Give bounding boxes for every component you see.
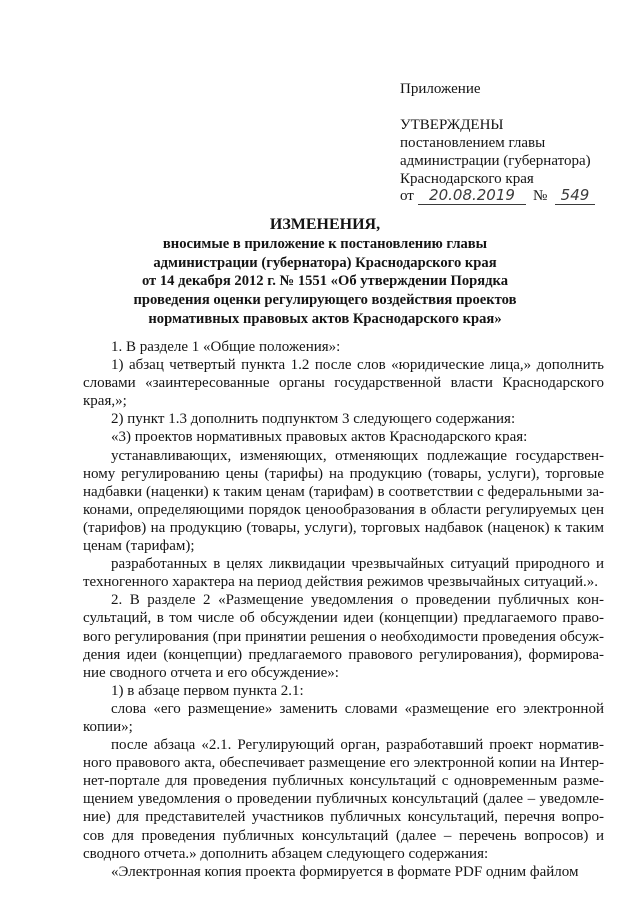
body-line: ние сводного отчета и его обсуждение»: <box>83 664 339 681</box>
body-line: ного правового акта, обеспечивает размещение его электронной копии на Интер- <box>83 755 604 772</box>
body-paragraph <box>111 428 604 446</box>
body-line: ние) для представителей участников публичных консультаций, перечня вопро- <box>83 809 604 826</box>
body-line: дения идеи (концепции) предлагаемого правового регулирования), формирова- <box>83 646 604 663</box>
body-paragraph <box>111 682 604 700</box>
body-line: (тарифов) на продукцию (товары, услуги), торговых надбавок (наценок) к таким <box>83 519 604 536</box>
appendix-label: Приложение <box>400 81 481 97</box>
title-heading: ИЗМЕНЕНИЯ, <box>269 216 381 233</box>
body-line: ценам (тарифам); <box>83 538 195 555</box>
title-line: нормативных правовых актов Краснодарского края» <box>148 310 502 327</box>
title-line: проведения оценки регулирующего воздействия проектов <box>133 292 517 309</box>
body-paragraph <box>111 410 604 428</box>
body-line: 2. В разделе 2 «Размещение уведомления о проведении публичных кон- <box>111 592 604 609</box>
body-line: слова «его размещение» заменить словами «размещение его электронной <box>111 700 604 717</box>
approval-line: постановлением главы <box>400 135 546 151</box>
resolution-date-number <box>400 187 630 209</box>
body-line: конами, определяющими порядок ценообразования в области регулируемых цен <box>83 501 604 518</box>
body-paragraph <box>83 447 604 556</box>
title-line: администрации (губернатора) Краснодарского края <box>153 254 497 271</box>
document-title <box>100 215 550 329</box>
body-line: после абзаца «2.1. Регулирующий орган, разработавший проект норматив- <box>111 737 604 754</box>
body-line: вого регулирования (при принятии решения о необходимости проведения обсуж- <box>83 628 604 645</box>
body-paragraph <box>83 591 604 681</box>
body-line: ному регулированию цены (тарифы) на продукцию (товары, услуги), торговые <box>83 465 604 482</box>
body-line: 1. В разделе 1 «Общие положения»: <box>111 339 341 355</box>
body-line: копии»; <box>83 718 133 735</box>
body-paragraph <box>83 736 604 863</box>
title-line: вносимые в приложение к постановлению главы <box>162 236 488 252</box>
body-line: «3) проектов нормативных правовых актов Краснодарского края: <box>111 429 528 446</box>
handwritten-number: 549 <box>555 186 595 205</box>
body-line: устанавливающих, изменяющих, отменяющих подлежащие государствен- <box>111 447 604 464</box>
approval-line: администрации (губернатора) <box>400 153 591 169</box>
body-line: техногенного характера на период действия режимов чрезвычайных ситуаций.». <box>83 574 598 591</box>
body-line: сультаций, в том числе об обсуждении идеи (концепции) предлагаемого право- <box>83 610 604 627</box>
body-paragraph <box>83 700 604 736</box>
body-line: «Электронная копия проекта формируется в формате PDF одним файлом <box>111 863 579 880</box>
document-body <box>83 338 604 881</box>
body-paragraph <box>83 356 604 410</box>
from-label: от <box>400 188 414 204</box>
body-line: разработанных в целях ликвидации чрезвычайных ситуаций природного и <box>111 556 604 573</box>
body-line: края,»; <box>83 393 127 410</box>
body-line: надбавки (наценки) к таким ценам (тарифам) в соответствии с федеральными за- <box>83 483 604 500</box>
body-paragraph <box>111 338 604 356</box>
body-line: нет-портале для проведения публичных консультаций с одновременным разме- <box>83 773 604 790</box>
body-line: сов для проведения публичных консультаций (далее – перечень вопросов) и <box>83 827 604 844</box>
handwritten-date: 20.08.2019 <box>418 186 526 205</box>
body-paragraph <box>111 863 604 881</box>
body-line: 2) пункт 1.3 дополнить подпунктом 3 следующего содержания: <box>111 411 516 428</box>
body-line: щением уведомления о проведении публичных консультаций (далее – уведомле- <box>83 791 604 808</box>
body-paragraph <box>83 555 604 591</box>
body-line: сводного отчета.» дополнить абзацем следующего содержания: <box>83 845 489 862</box>
body-line: словами «заинтересованные органы государственной власти Краснодарского <box>83 375 604 392</box>
approved-label: УТВЕРЖДЕНЫ <box>400 117 504 133</box>
number-label: № <box>533 188 548 204</box>
body-line: 1) в абзаце первом пункта 2.1: <box>111 682 304 699</box>
approval-line: Краснодарского края <box>400 171 534 187</box>
body-line: 1) абзац четвертый пункта 1.2 после слов «юридические лица,» дополнить <box>111 357 604 374</box>
title-line: от 14 декабря 2012 г. № 1551 «Об утверждении Порядка <box>141 273 509 290</box>
